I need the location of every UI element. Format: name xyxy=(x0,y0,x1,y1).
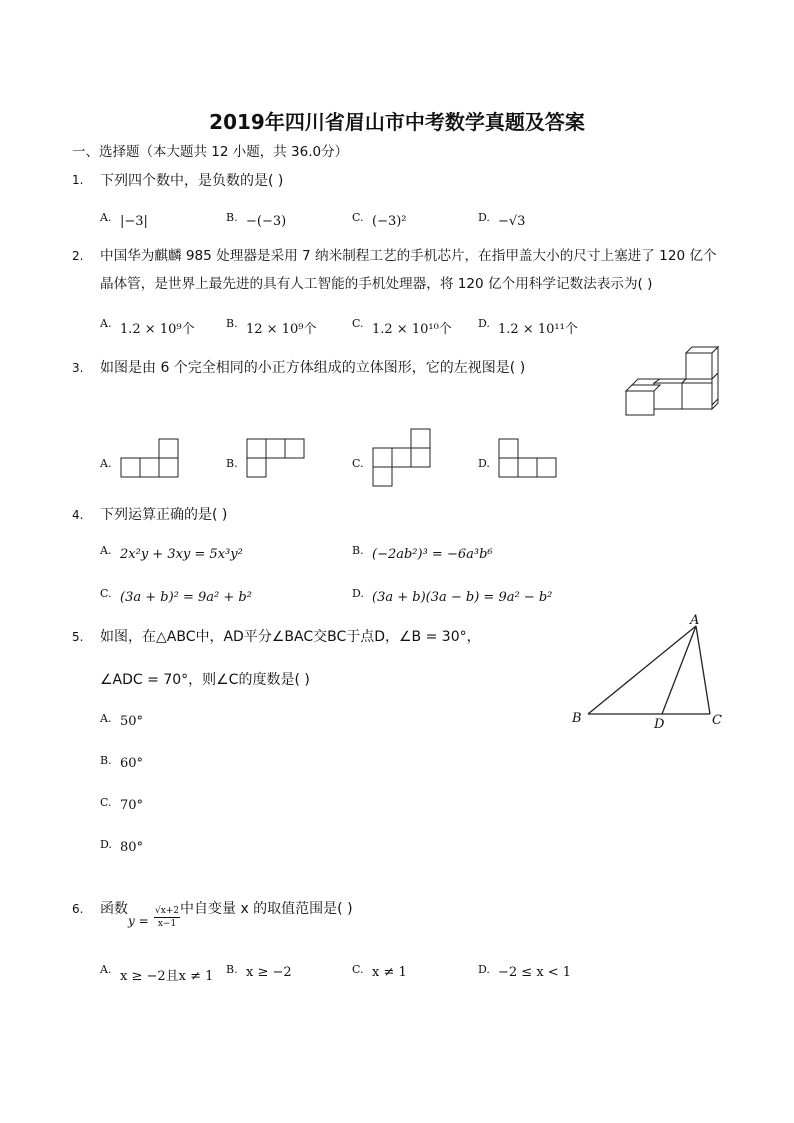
option-label: B. xyxy=(226,963,238,976)
question-number: 5. xyxy=(72,630,84,644)
option-label: A. xyxy=(100,211,112,224)
question-text-pre: 函数 xyxy=(100,901,128,917)
option-label: C. xyxy=(100,796,112,809)
option-label: C. xyxy=(352,211,364,224)
option-label: C. xyxy=(100,587,112,600)
option-value: 2x²y + 3xy = 5x³y² xyxy=(120,547,243,562)
option-label: D. xyxy=(478,963,490,976)
option-value: 60° xyxy=(120,756,144,771)
formula-fraction xyxy=(154,906,180,929)
option-value: 50° xyxy=(120,714,144,729)
vertex-label-c: C xyxy=(712,713,722,728)
question-number: 1. xyxy=(72,173,84,187)
option-label: D. xyxy=(478,317,490,330)
option-value: (−3)² xyxy=(372,214,407,229)
question-text-post: 中自变量 x 的取值范围是( ) xyxy=(180,901,353,917)
option-value: x ≥ −2且x ≠ 1 xyxy=(120,969,214,984)
question-text-line2: ∠ADC = 70°，则∠C的度数是( ) xyxy=(100,672,310,688)
formula-denominator: x−1 xyxy=(157,919,177,929)
option-label: D. xyxy=(478,211,490,224)
view-option-a xyxy=(120,438,180,478)
formula-lhs: y = xyxy=(128,914,149,928)
question-text: 如图是由 6 个完全相同的小正方体组成的立体图形，它的左视图是( ) xyxy=(100,360,526,376)
option-value: −√3 xyxy=(498,214,526,229)
option-label: B. xyxy=(352,544,364,557)
option-label: D. xyxy=(478,457,490,470)
option-value: (3a + b)² = 9a² + b² xyxy=(120,590,252,605)
question-number: 6. xyxy=(72,902,84,916)
option-label: D. xyxy=(100,838,112,851)
option-label: A. xyxy=(100,544,112,557)
question-text-line1: 中国华为麒麟 985 处理器是采用 7 纳米制程工艺的手机芯片，在指甲盖大小的尺寸上塞进了 120 亿个 xyxy=(100,248,717,264)
option-value: 1.2 × 10⁹个 xyxy=(120,322,195,337)
option-label: B. xyxy=(226,211,238,224)
option-label: C. xyxy=(352,963,364,976)
question-text-line2: 晶体管，是世界上最先进的具有人工智能的手机处理器，将 120 亿个用科学记数法表示为( ) xyxy=(100,276,653,292)
page-title: 2019年四川省眉山市中考数学真题及答案 xyxy=(209,110,585,134)
view-option-b xyxy=(246,438,306,478)
option-label: A. xyxy=(100,712,112,725)
option-value: 12 × 10⁹个 xyxy=(246,322,317,337)
triangle-figure xyxy=(568,612,728,732)
question-text: 下列四个数中，是负数的是( ) xyxy=(100,173,284,189)
option-label: C. xyxy=(352,317,364,330)
view-option-c xyxy=(372,428,432,488)
option-value: (3a + b)(3a − b) = 9a² − b² xyxy=(372,590,553,605)
vertex-label-d: D xyxy=(654,717,665,732)
option-value: |−3| xyxy=(120,214,148,229)
option-value: 70° xyxy=(120,798,144,813)
question-number: 3. xyxy=(72,361,84,375)
option-value: x ≠ 1 xyxy=(372,965,407,980)
option-value: −(−3) xyxy=(246,214,287,229)
option-value: 1.2 × 10¹¹个 xyxy=(498,322,578,337)
option-value: (−2ab²)³ = −6a³b⁶ xyxy=(372,547,493,562)
section-header: 一、选择题（本大题共 12 小题，共 36.0分） xyxy=(72,144,349,160)
question-text-line1: 如图，在△ABC中，AD平分∠BAC交BC于点D，∠B = 30°， xyxy=(100,629,481,645)
view-option-d xyxy=(498,438,558,478)
option-value: x ≥ −2 xyxy=(246,965,292,980)
option-value: 1.2 × 10¹⁰个 xyxy=(372,322,452,337)
option-label: A. xyxy=(100,317,112,330)
question-text: 下列运算正确的是( ) xyxy=(100,507,228,523)
option-value: 80° xyxy=(120,840,144,855)
question-number: 4. xyxy=(72,508,84,522)
formula-numerator: √x+2 xyxy=(154,906,180,916)
question-number: 2. xyxy=(72,249,84,263)
option-label: B. xyxy=(100,754,112,767)
vertex-label-a: A xyxy=(690,613,700,628)
option-label: A. xyxy=(100,457,112,470)
option-label: B. xyxy=(226,457,238,470)
option-label: B. xyxy=(226,317,238,330)
cube-stack-figure xyxy=(620,345,724,417)
vertex-label-b: B xyxy=(572,711,582,726)
option-label: C. xyxy=(352,457,364,470)
option-label: D. xyxy=(352,587,364,600)
option-value: −2 ≤ x < 1 xyxy=(498,965,572,980)
option-label: A. xyxy=(100,963,112,976)
